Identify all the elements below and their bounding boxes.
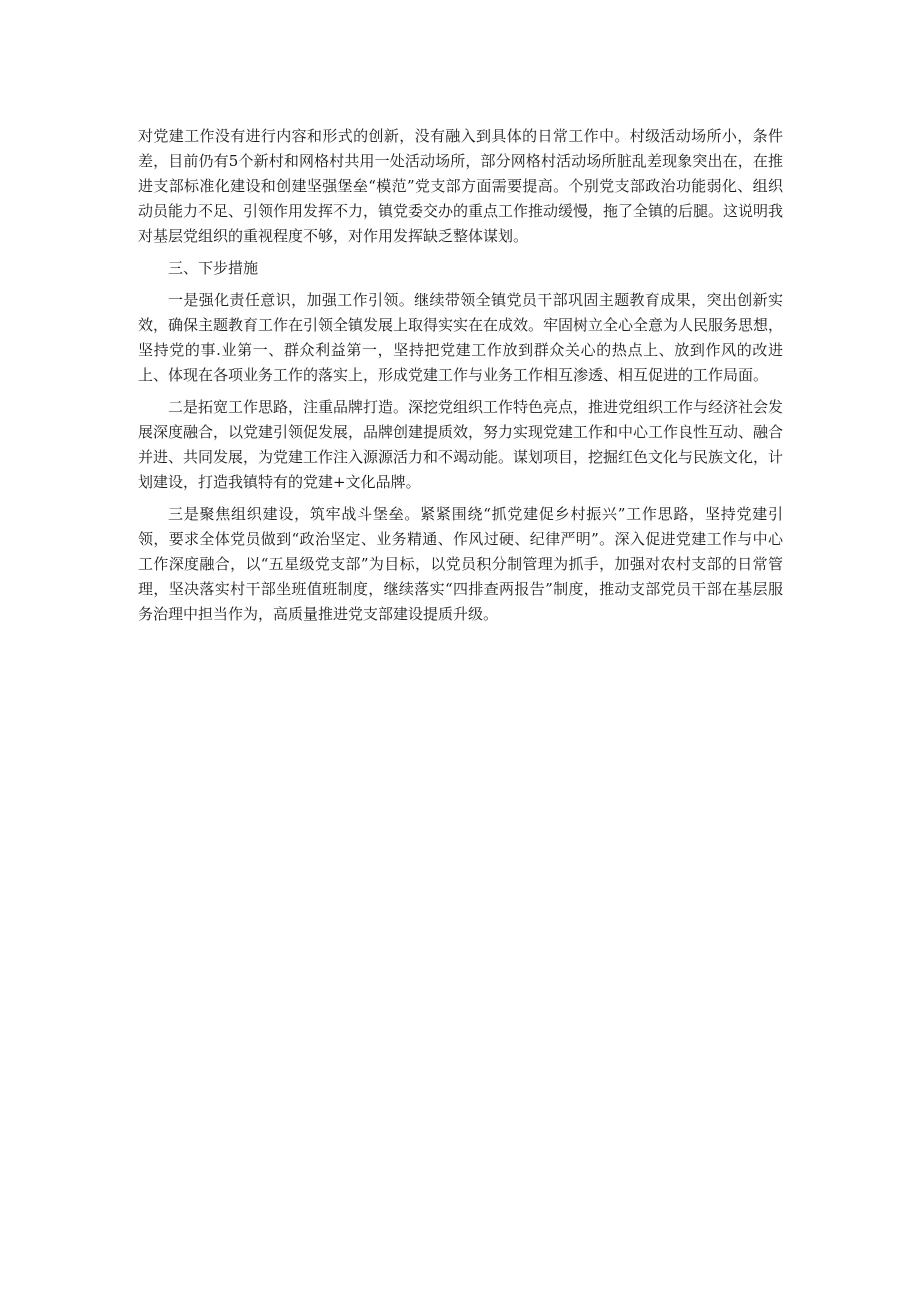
section-heading: 三、下步措施	[168, 259, 259, 277]
paragraph-continuation: 对党建工作没有进行内容和形式的创新，没有融入到具体的日常工作中。村级活动场所小，条件差，目前仍有5个新村和网格村共用一处活动场所，部分网格村活动场所脏乱差现象突出在，在推进支部标准化建设和创建坚强堡垒“模范”党支部方面需要提高。个别党支部政治功能弱化、组织动员能力不足、引领作用发挥不力，镇党委交办的重点工作推动缓慢，拖了全镇的后腿。这说明我对基层党组织的重视程度不够，对作用发挥缺乏整体谋划。	[138, 127, 784, 245]
paragraph-measure-1: 一是强化责任意识，加强工作引领。继续带领全镇党员干部巩固主题教育成果，突出创新实效，确保主题教育工作在引领全镇发展上取得实实在在成效。牢固树立全心全意为人民服务思想，坚持党的事.业第一、群众利益第一，坚持把党建工作放到群众关心的热点上、放到作风的改进上、体现在各项业务工作的落实上，形成党建工作与业务工作相互渗透、相互促进的工作局面。	[138, 291, 784, 384]
paragraph-measure-3: 三是聚焦组织建设，筑牢战斗堡垒。紧紧围绕“抓党建促乡村振兴”工作思路，坚持党建引领，要求全体党员做到“政治坚定、业务精通、作风过硬、纪律严明”。深入促进党建工作与中心工作深度融合，以“五星级党支部”为目标，以党员积分制管理为抓手，加强对农村支部的日常管理，坚决落实村干部坐班值班制度，继续落实“四排查两报告”制度，推动支部党员干部在基层服务治理中担当作为，高质量推进党支部建设提质升级。	[138, 505, 783, 623]
paragraph-measure-2: 二是拓宽工作思路，注重品牌打造。深挖党组织工作特色亮点，推进党组织工作与经济社会发展深度融合，以党建引领促发展，品牌创建提质效，努力实现党建工作和中心工作良性互动、融合并进、共同发展，为党建工作注入源源活力和不竭动能。谋划项目，挖掘红色文化与民族文化，计划建设，打造我镇特有的党建+文化品牌。	[138, 398, 784, 491]
document-body	[138, 124, 783, 627]
